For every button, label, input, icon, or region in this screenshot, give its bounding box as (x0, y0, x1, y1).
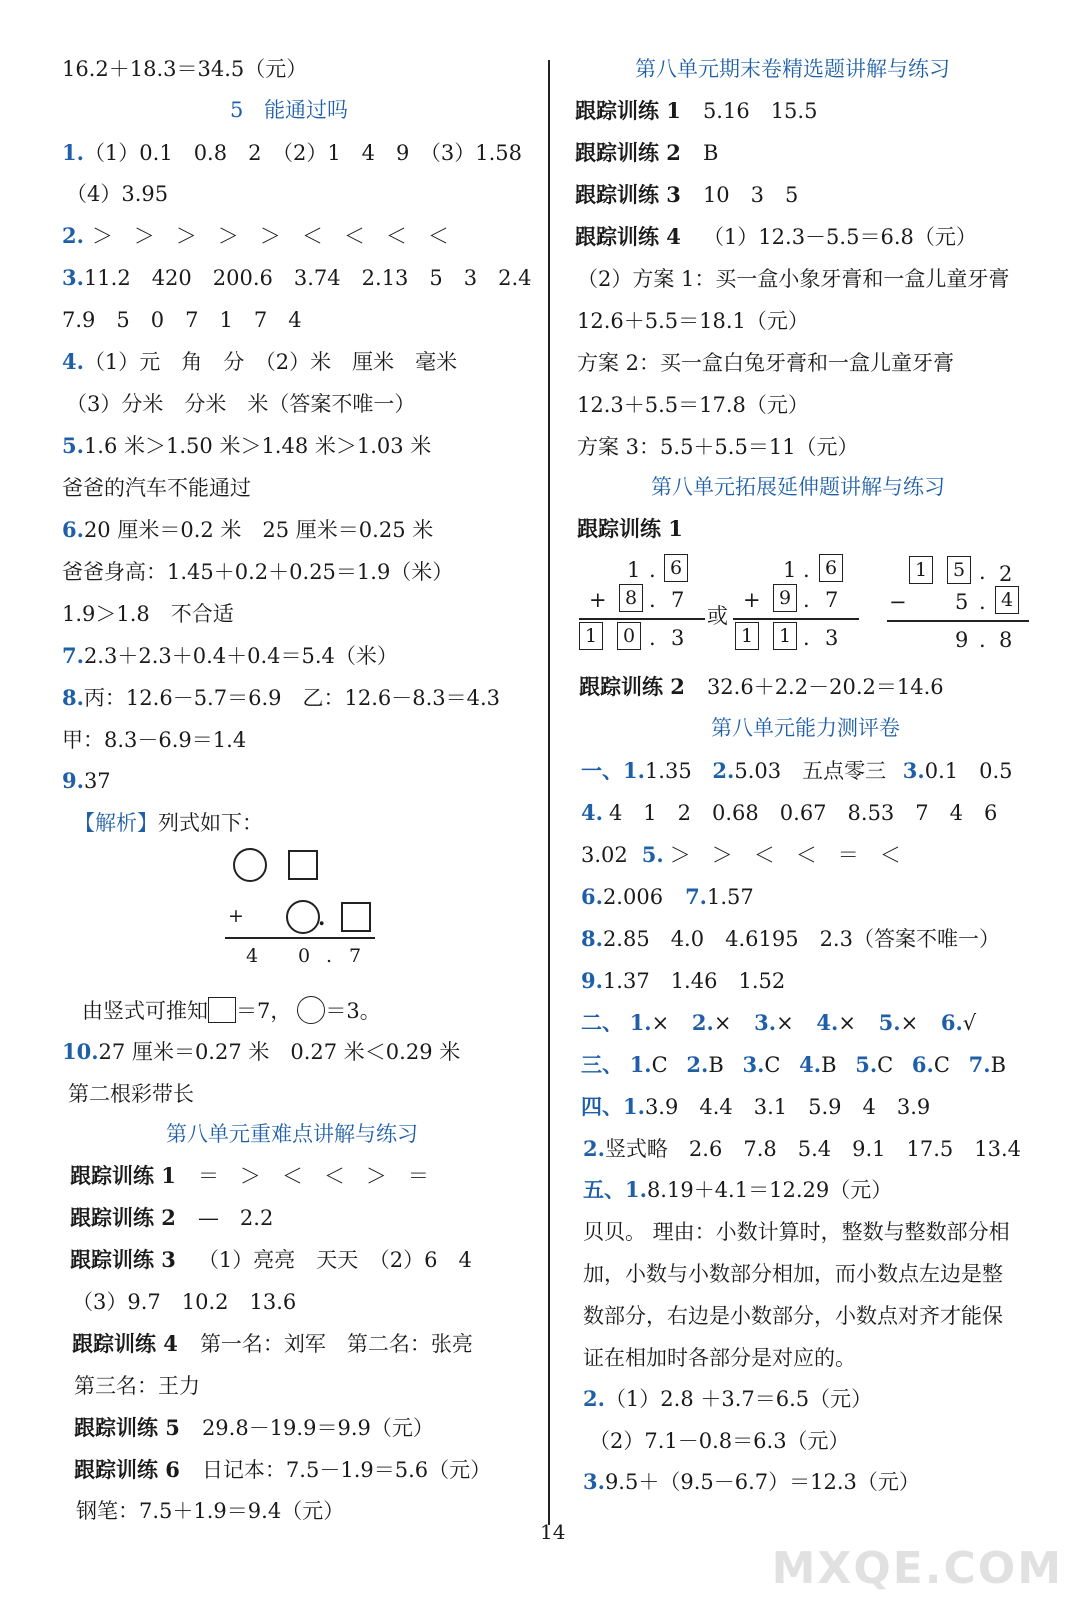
question-5 (62, 432, 431, 460)
question-number: 3. (583, 1469, 605, 1494)
question-7 (62, 642, 398, 670)
digit: 5 (955, 590, 969, 614)
practice-4 (72, 1330, 473, 1358)
question-number: 5. (855, 1052, 878, 1077)
operator: + (589, 588, 607, 612)
question-number: 4. (581, 800, 603, 825)
decimal-point: . (803, 626, 810, 650)
answer-text: 27 厘米＝0.27 米 0.27 米＜0.29 米 (98, 1040, 461, 1064)
answer-box: 6 (819, 554, 843, 582)
sum-line (225, 937, 375, 939)
answer-text: 1.6 米＞1.50 米＞1.48 米＞1.03 米 (83, 434, 432, 458)
explanation-line: 证在相加时各部分是对应的。 (583, 1346, 856, 1370)
square-placeholder (341, 902, 371, 932)
question-number: 9. (62, 768, 84, 793)
test-part-1-q4 (581, 799, 997, 827)
question-1-cont: （4）3.95 (66, 182, 169, 206)
answer-text: ＞ ＞ ＜ ＜ ＝ ＜ (669, 843, 901, 867)
answer-box: 1 (909, 556, 933, 584)
practice-2 (575, 139, 718, 167)
answer-text: B (702, 141, 719, 165)
practice-1 (70, 1162, 429, 1190)
question-number: 1. (623, 1094, 645, 1119)
question-6 (62, 516, 433, 544)
practice-4-cont: 方案 2：买一盒白兔牙膏和一盒儿童牙膏 (577, 351, 955, 375)
question-number: 7. (968, 1052, 991, 1077)
question-number: 3. (742, 1052, 765, 1077)
answer-text: 8.19＋4.1＝12.29（元） (646, 1178, 893, 1202)
practice-3 (575, 181, 798, 209)
digit: 7 (825, 588, 839, 612)
operator: − (889, 590, 907, 614)
digit: 2 (999, 562, 1013, 586)
practice-label: 跟踪训练 3 (575, 182, 681, 207)
question-number: 5. (878, 1010, 901, 1035)
question-number: 1. (625, 1177, 647, 1202)
decimal-point: . (318, 905, 326, 930)
test-part-1-q9 (581, 967, 785, 995)
operator: + (743, 588, 761, 612)
answer-choice: B (990, 1053, 1006, 1077)
answer-choice: C (651, 1053, 668, 1077)
or-text: 或 (707, 604, 728, 628)
deduction (82, 996, 381, 1025)
practice-label: 跟踪训练 2 (579, 674, 685, 699)
test-part-5-q2 (583, 1385, 872, 1413)
answer-line: 16.2＋18.3＝34.5（元） (62, 57, 308, 81)
answer-text: 丙：12.6－5.7＝6.9 乙：12.6－8.3＝4.3 (83, 686, 501, 710)
question-6-cont: 1.9＞1.8 不合适 (62, 602, 234, 626)
test-part-5-q2-cont: （2）7.1－0.8＝6.3（元） (589, 1429, 850, 1453)
digit: 8 (999, 628, 1013, 652)
practice-4-cont: 12.6＋5.5＝18.1（元） (577, 309, 809, 333)
sum-line (733, 618, 859, 620)
question-number: 7. (62, 643, 84, 668)
section-title: 能通过吗 (264, 98, 349, 122)
answer-text: 日记本：7.5－1.9＝5.6（元） (201, 1458, 492, 1482)
question-6-cont: 爸爸身高：1.45＋0.2＋0.25＝1.9（米） (62, 560, 454, 584)
answer-text: 3.02 (581, 843, 628, 867)
answer-text: 0.1 0.5 (924, 759, 1013, 783)
practice-label: 跟踪训练 1 (70, 1163, 176, 1188)
answer-box: 4 (995, 586, 1019, 614)
part-label: 三、 (581, 1052, 623, 1077)
practice-6 (74, 1456, 491, 1484)
question-1 (62, 139, 522, 167)
question-number: 2. (712, 758, 735, 783)
practice-label: 跟踪训练 3 (70, 1247, 176, 1272)
question-number: 8. (62, 685, 84, 710)
question-10 (62, 1038, 460, 1066)
answer-choice: C (764, 1053, 781, 1077)
answer-text: （1）亮亮 天天 （2）6 4 (197, 1248, 472, 1272)
test-part-4 (581, 1093, 930, 1121)
practice-label: 跟踪训练 1 (577, 516, 683, 541)
result-digit: 4 (246, 945, 259, 967)
practice-label: 跟踪训练 1 (575, 98, 681, 123)
result-digit: 0 (298, 945, 311, 967)
answer-mark: × (900, 1011, 919, 1035)
practice-label: 跟踪训练 6 (74, 1457, 180, 1482)
circle-placeholder (297, 996, 325, 1024)
answer-text: 2.85 4.0 4.6195 2.3（答案不唯一） (602, 927, 1000, 951)
question-number: 1. (629, 1052, 652, 1077)
answer-box: 1 (773, 622, 797, 650)
watermark-logo: MXQE.COM (771, 1543, 1063, 1594)
answer-text: 29.8－19.9＝9.9（元） (201, 1416, 434, 1440)
answer-text: 9.5＋（9.5－6.7）＝12.3（元） (604, 1470, 920, 1494)
practice-label: 跟踪训练 4 (575, 224, 681, 249)
answer-mark: × (651, 1011, 670, 1035)
answer-text: 3.9 4.4 3.1 5.9 4 3.9 (644, 1095, 931, 1119)
question-number: 4. (799, 1052, 822, 1077)
practice-6-cont: 钢笔：7.5＋1.9＝9.4（元） (76, 1499, 345, 1523)
question-number: 6. (581, 884, 603, 909)
answer-text: （1）12.3－5.5＝6.8（元） (702, 225, 977, 249)
part-label: 五、 (583, 1177, 625, 1202)
practice-4-cont: 方案 3：5.5＋5.5＝11（元） (577, 435, 859, 459)
decimal-point: . (979, 628, 986, 652)
answer-text: 37 (83, 769, 111, 793)
digit: 1 (627, 558, 641, 582)
answer-text: （1）0.1 0.8 2 （2）1 4 9 （3）1.58 (83, 141, 523, 165)
answer-box: 6 (664, 554, 688, 582)
question-9 (62, 767, 111, 795)
question-number: 10. (62, 1039, 99, 1064)
practice-4-cont: （2）方案 1：买一盒小象牙膏和一盒儿童牙膏 (577, 267, 1010, 291)
answer-text: ＝ ＞ ＜ ＜ ＞ ＝ (197, 1164, 429, 1188)
decimal-point: . (649, 588, 656, 612)
answer-text: 20 厘米＝0.2 米 25 厘米＝0.25 米 (83, 518, 434, 542)
deduction-text: 由竖式可推知 (82, 999, 208, 1023)
answer-text: ＞ ＞ ＞ ＞ ＞ ＜ ＜ ＜ ＜ (91, 224, 449, 248)
answer-text: 32.6＋2.2－20.2＝14.6 (706, 675, 944, 699)
answer-text: 2.006 (602, 885, 664, 909)
test-part-5 (583, 1176, 892, 1204)
question-number: 1. (623, 758, 645, 783)
question-number: 2. (583, 1136, 605, 1161)
section-heading: 第八单元能力测评卷 (711, 716, 900, 740)
explanation-line: 加，小数与小数部分相加，而小数点左边是整 (583, 1262, 1003, 1286)
question-number: 6. (911, 1052, 934, 1077)
decimal-point: . (649, 558, 656, 582)
answer-text: 2.3＋2.3＋0.4＋0.4＝5.4（米） (83, 644, 398, 668)
digit: 9 (955, 628, 969, 652)
practice-4-cont: 第三名：王力 (74, 1374, 200, 1398)
question-number: 4. (62, 349, 84, 374)
question-3 (62, 264, 532, 292)
question-number: 5. (62, 433, 84, 458)
deduction-text: ＝7， (236, 999, 292, 1023)
answer-text: 5.16 15.5 (702, 99, 818, 123)
question-2 (62, 222, 449, 250)
answer-box: 0 (617, 622, 641, 650)
answer-choice: B (708, 1053, 724, 1077)
test-part-1-q5 (581, 841, 901, 869)
practice-5 (74, 1414, 434, 1442)
question-number: 6. (62, 517, 84, 542)
answer-text: （1）元 角 分 （2）米 厘米 毫米 (83, 350, 458, 374)
part-label: 二、 (581, 1010, 623, 1035)
practice-2 (579, 673, 944, 701)
question-number: 1. (62, 140, 84, 165)
answer-mark: √ (962, 1011, 977, 1035)
decimal-point: . (979, 590, 986, 614)
answer-text: 10 3 5 (702, 183, 799, 207)
difference-line (887, 620, 1029, 622)
test-part-5-q3 (583, 1468, 920, 1496)
practice-label: 跟踪训练 2 (70, 1205, 176, 1230)
digit: 3 (671, 626, 685, 650)
circle-placeholder (286, 900, 320, 934)
question-number: 2. (691, 1010, 714, 1035)
question-number: 3. (62, 265, 84, 290)
question-10-cont: 第二根彩带长 (68, 1082, 194, 1106)
section-heading: 第八单元拓展延伸题讲解与练习 (651, 475, 945, 499)
question-4 (62, 348, 457, 376)
question-number: 2. (62, 223, 84, 248)
answer-text: 1.35 (644, 759, 692, 783)
section-heading: 第八单元期末卷精选题讲解与练习 (635, 57, 950, 81)
test-part-1-q6 (581, 883, 754, 911)
section-heading: 第八单元重难点讲解与练习 (166, 1122, 418, 1146)
question-number: 7. (685, 884, 707, 909)
square-placeholder (288, 850, 318, 880)
practice-label: 跟踪训练 4 (72, 1331, 178, 1356)
practice-label: 跟踪训练 5 (74, 1415, 180, 1440)
answer-choice: B (821, 1053, 837, 1077)
answer-text: 1.37 1.46 1.52 (602, 969, 786, 993)
practice-3 (70, 1246, 472, 1274)
digit: 1 (783, 558, 797, 582)
question-number: 6. (940, 1010, 963, 1035)
decimal-point: . (803, 558, 810, 582)
answer-choice: C (933, 1053, 950, 1077)
answer-text: 竖式略 2.6 7.8 5.4 9.1 17.5 13.4 (604, 1137, 1022, 1161)
test-part-3 (581, 1051, 1006, 1079)
answer-text: 4 1 2 0.68 0.67 8.53 7 4 6 (608, 801, 998, 825)
question-3-cont: 7.9 5 0 7 1 7 4 (62, 308, 302, 332)
answer-mark: × (776, 1011, 794, 1035)
answer-text: — 2.2 (197, 1206, 274, 1230)
circle-placeholder (233, 848, 267, 882)
answer-mark: × (838, 1011, 856, 1035)
question-number: 2. (583, 1386, 605, 1411)
test-part-4-q2 (583, 1135, 1021, 1163)
answer-mark: × (713, 1011, 732, 1035)
explanation-line: 贝贝。 理由：小数计算时，整数与整数部分相 (583, 1220, 1010, 1244)
question-number: 4. (816, 1010, 839, 1035)
part-label: 四、 (581, 1094, 623, 1119)
question-number: 8. (581, 926, 603, 951)
answer-text: 11.2 420 200.6 3.74 2.13 5 3 2.4 (83, 266, 532, 290)
answer-text: 1.57 (707, 885, 754, 909)
page-number: 14 (540, 1520, 566, 1544)
answer-box: 5 (947, 556, 971, 584)
analysis-label: 【解析】 (74, 811, 158, 835)
square-placeholder (208, 997, 236, 1023)
analysis (74, 809, 263, 837)
test-part-1 (581, 757, 1013, 785)
digit: 3 (825, 626, 839, 650)
result-decimal-point: . (326, 945, 333, 967)
practice-4-cont: 12.3＋5.5＝17.8（元） (577, 393, 809, 417)
decimal-point: . (803, 588, 810, 612)
answer-box: 9 (773, 584, 797, 612)
question-number: 5. (641, 842, 664, 867)
question-number: 2. (686, 1052, 709, 1077)
question-number: 9. (581, 968, 603, 993)
plus-sign: + (228, 905, 244, 927)
answer-box: 8 (619, 584, 643, 612)
practice-2 (70, 1204, 273, 1232)
digit: 7 (671, 588, 685, 612)
practice-1-label (577, 515, 683, 543)
deduction-text: ＝3。 (325, 999, 381, 1023)
decimal-point: . (979, 560, 986, 584)
result-digit: 7 (349, 945, 362, 967)
section-5-heading (230, 96, 348, 124)
test-part-1-q8 (581, 925, 1000, 953)
practice-3-cont: （3）9.7 10.2 13.6 (72, 1290, 297, 1314)
question-number: 3. (754, 1010, 777, 1035)
question-4-cont: （3）分米 分米 米（答案不唯一） (66, 392, 416, 416)
column-divider (548, 60, 550, 1525)
analysis-text: 列式如下： (158, 811, 263, 835)
question-8-cont: 甲：8.3－6.9＝1.4 (62, 728, 247, 752)
practice-label: 跟踪训练 2 (575, 140, 681, 165)
answer-text: （1）2.8 ＋3.7＝6.5（元） (604, 1387, 873, 1411)
test-part-2 (581, 1009, 976, 1037)
question-number: 3. (902, 758, 925, 783)
explanation-line: 数部分，右边是小数部分，小数点对齐才能保 (583, 1304, 1003, 1328)
question-8 (62, 684, 500, 712)
practice-1 (575, 97, 817, 125)
answer-text: 第一名：刘军 第二名：张亮 (199, 1332, 473, 1356)
answer-box: 1 (735, 622, 759, 650)
question-5-cont: 爸爸的汽车不能通过 (62, 476, 251, 500)
answer-choice: C (877, 1053, 894, 1077)
answer-text: 5.03 五点零三 (734, 759, 887, 783)
decimal-point: . (649, 626, 656, 650)
part-label: 一、 (581, 758, 623, 783)
sum-line (579, 618, 705, 620)
section-number: 5 (230, 98, 244, 122)
practice-4 (575, 223, 977, 251)
question-number: 1. (629, 1010, 652, 1035)
answer-box: 1 (579, 622, 603, 650)
